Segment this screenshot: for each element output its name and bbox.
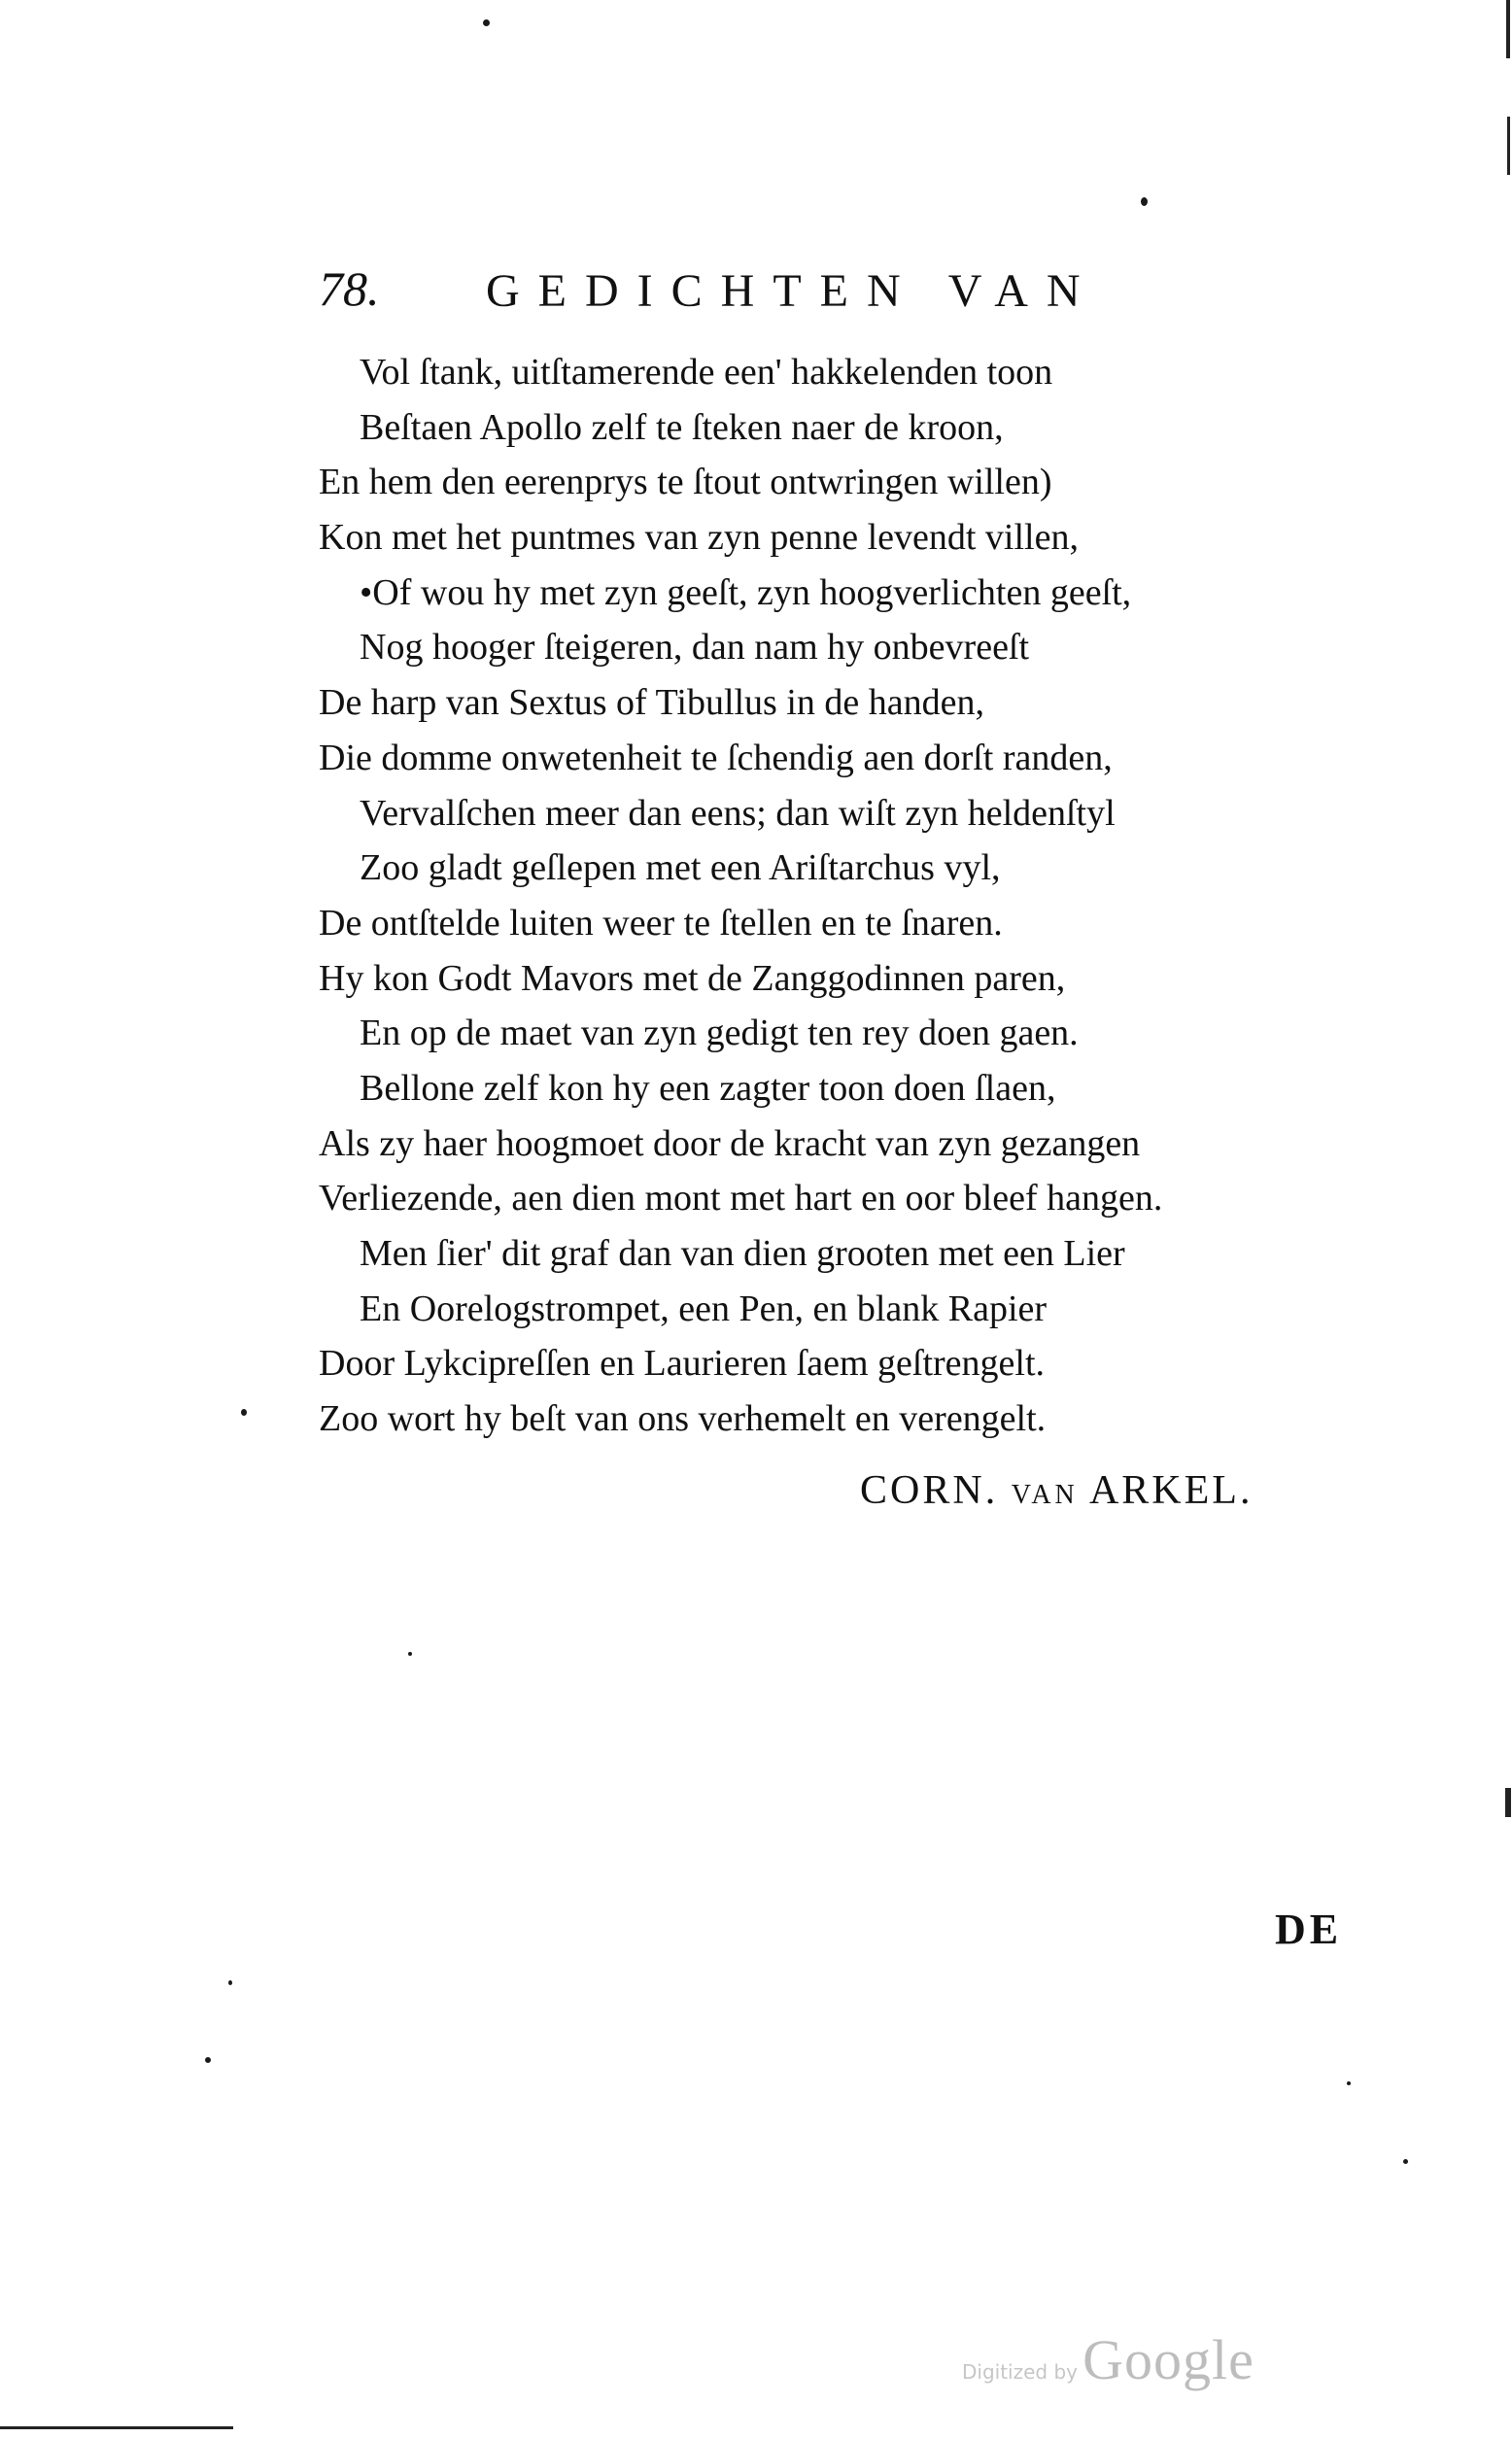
scan-speck (1347, 2081, 1351, 2085)
running-head: GEDICHTEN VAN (486, 265, 1099, 317)
signature-surname: ARKEL. (1088, 1468, 1254, 1513)
scan-speck (241, 1409, 247, 1416)
page-number: 78. (319, 261, 380, 316)
verse-line: Kon met het puntmes van zyn penne levendt villen, (319, 517, 1079, 559)
scan-speck (228, 1980, 232, 1985)
verse-line: Bellone zelf kon hy een zagter toon doen ſlaen, (360, 1067, 1056, 1109)
watermark-prefix: Digitized by (962, 2360, 1078, 2384)
page-header (311, 255, 1205, 323)
scan-speck (408, 1652, 412, 1656)
verse-line: Vol ſtank, uitſtamerende een' hakkelenden toon (360, 352, 1053, 393)
verse-line: Hy kon Godt Mavors met de Zanggodinnen paren, (319, 957, 1066, 999)
verse-line: Vervalſchen meer dan eens; dan wiſt zyn heldenſtyl (360, 792, 1116, 834)
scan-edge-mark (1507, 117, 1510, 175)
verse-line: Door Lykcipreſſen en Laurieren ſaem geſtrengelt. (319, 1343, 1046, 1385)
signature-first-name: CORN. (860, 1468, 999, 1513)
google-logo: Google (1082, 2328, 1254, 2391)
verse-line: Zoo gladt geſlepen met een Ariſtarchus vyl, (360, 847, 1001, 889)
digitized-by-watermark (962, 2327, 1254, 2392)
verse-line: En Oorelogstrompet, een Pen, en blank Rapier (360, 1288, 1048, 1329)
scan-speck (205, 2057, 211, 2063)
verse-line: Beſtaen Apollo zelf te ſteken naer de kroon, (360, 406, 1004, 448)
scan-speck (483, 19, 490, 26)
verse-line: Nog hooger ſteigeren, dan nam hy onbevreeſt (360, 627, 1030, 669)
author-signature (860, 1467, 1253, 1514)
scan-speck (1403, 2159, 1408, 2164)
scan-edge-mark (1506, 0, 1510, 58)
verse-line: De harp van Sextus of Tibullus in de handen, (319, 682, 985, 724)
verse-line: En op de maet van zyn gedigt ten rey doen gaen. (360, 1013, 1079, 1054)
verse-line: De ontſtelde luiten weer te ſtellen en te ſnaren. (319, 902, 1003, 944)
verse-line: Zoo wort hy beſt van ons verhemelt en verengelt. (319, 1398, 1047, 1440)
verse-line: Verliezende, aen dien mont met hart en oor bleef hangen. (319, 1178, 1163, 1219)
scan-edge-mark (1505, 1788, 1511, 1817)
verse-line: Als zy haer hoogmoet door de kracht van zyn gezangen (319, 1122, 1141, 1164)
scan-speck (1141, 197, 1148, 206)
verse-line: •Of wou hy met zyn geeſt, zyn hoogverlichten geeſt, (360, 571, 1132, 613)
verse-line: En hem den eerenprys te ſtout ontwringen willen) (319, 462, 1052, 503)
poem-body (319, 345, 1349, 1447)
verse-line: Die domme onwetenheit te ſchendig aen dorſt randen, (319, 737, 1113, 778)
signature-particle: VAN (1011, 1480, 1079, 1510)
scan-edge-mark (0, 2426, 233, 2429)
verse-line: Men ſier' dit graf dan van dien grooten met een Lier (360, 1233, 1125, 1274)
catchword: DE (1275, 1906, 1343, 1953)
